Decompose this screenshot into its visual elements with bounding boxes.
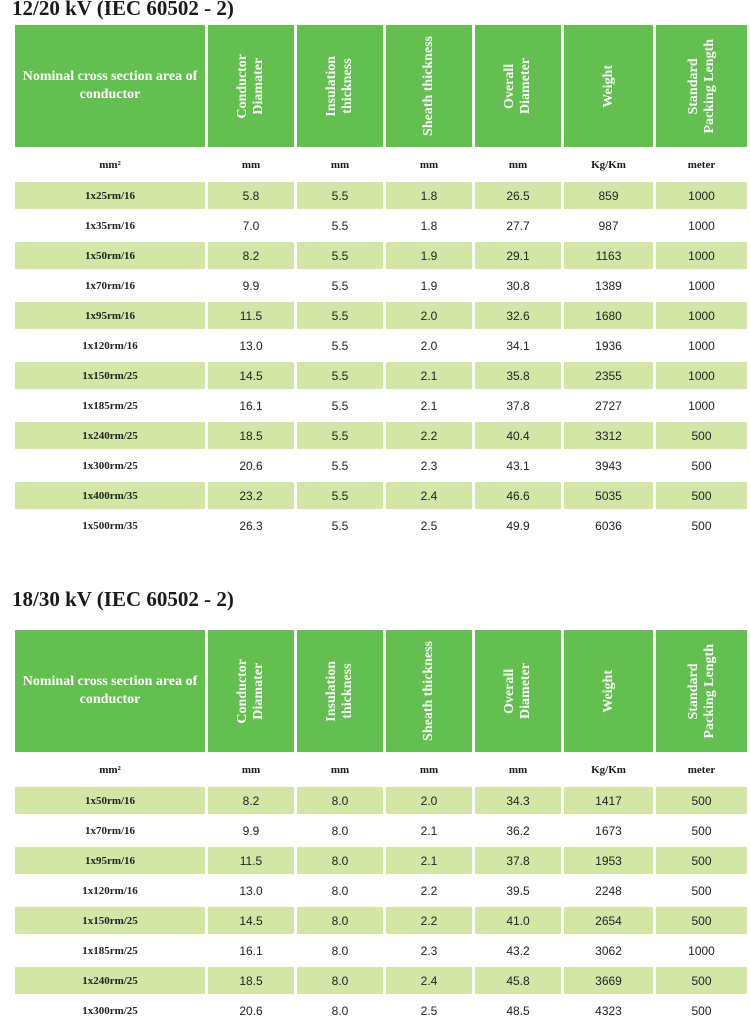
unit-cell: Kg/Km xyxy=(564,755,653,784)
column-header-line: Diamater xyxy=(251,662,266,720)
cross-section-cell: 1x300rm/25 xyxy=(82,1004,138,1017)
value-cell: 3062 xyxy=(595,943,622,958)
column-header-line: Conductor xyxy=(235,53,250,119)
unit-cell: mm xyxy=(208,755,294,784)
value-cell: 32.6 xyxy=(475,302,561,329)
value-cell: 1936 xyxy=(595,338,622,353)
value-cell: 2727 xyxy=(595,398,622,413)
table-row xyxy=(15,272,747,299)
value-cell: 8.0 xyxy=(331,883,349,898)
table-row xyxy=(15,362,747,389)
column-header-line: Insulation xyxy=(324,660,339,722)
value-cell: 1000 xyxy=(688,338,715,353)
value-cell: 8.0 xyxy=(297,907,383,934)
value-cell: 1673 xyxy=(595,823,622,838)
value-cell: 8.0 xyxy=(297,967,383,994)
value-cell: 500 xyxy=(656,482,747,509)
value-cell: 8.0 xyxy=(331,1003,349,1018)
value-cell: 500 xyxy=(691,458,712,473)
value-cell: 6036 xyxy=(595,518,622,533)
column-header xyxy=(656,630,747,752)
table-row xyxy=(15,817,747,844)
value-cell: 2355 xyxy=(564,362,653,389)
value-cell: 500 xyxy=(691,883,712,898)
value-cell: 41.0 xyxy=(475,907,561,934)
cross-section-cell: 1x185rm/25 xyxy=(82,399,138,412)
value-cell: 1000 xyxy=(688,278,715,293)
value-cell: 8.2 xyxy=(208,242,294,269)
unit-cell: Kg/Km xyxy=(564,150,653,179)
column-header-line: Packing Length xyxy=(701,38,717,134)
value-cell: 2.1 xyxy=(420,823,438,838)
value-cell: 14.5 xyxy=(208,362,294,389)
units-row xyxy=(15,755,747,784)
column-header-line: Weight xyxy=(600,669,616,713)
column-header xyxy=(656,25,747,147)
column-header: Nominal cross section area of conductor xyxy=(15,630,205,752)
column-header-line: Insulation xyxy=(324,55,339,117)
value-cell: 859 xyxy=(564,182,653,209)
column-header xyxy=(564,25,653,147)
cross-section-cell: 1x300rm/25 xyxy=(82,459,138,472)
column-header-line: Packing Length xyxy=(701,643,717,739)
table-row xyxy=(15,997,747,1024)
value-cell: 5.5 xyxy=(331,518,349,533)
value-cell: 26.3 xyxy=(239,518,263,533)
value-cell: 1000 xyxy=(688,943,715,958)
cross-section-cell: 1x400rm/35 xyxy=(15,482,205,509)
unit-cell: mm xyxy=(297,755,383,784)
value-cell: 8.0 xyxy=(297,847,383,874)
value-cell: 8.0 xyxy=(331,943,349,958)
value-cell: 2.2 xyxy=(420,883,438,898)
column-header-line: Standard xyxy=(685,662,701,720)
column-header xyxy=(386,630,472,752)
value-cell: 5.5 xyxy=(297,362,383,389)
header-row xyxy=(15,25,747,147)
cross-section-cell: 1x25rm/16 xyxy=(15,182,205,209)
column-header xyxy=(564,630,653,752)
unit-cell: mm xyxy=(386,150,472,179)
value-cell: 16.1 xyxy=(239,943,263,958)
column-header-line: Sheath thickness xyxy=(421,641,436,741)
value-cell: 11.5 xyxy=(208,302,294,329)
cross-section-cell: 1x120rm/16 xyxy=(82,339,138,352)
value-cell: 2.3 xyxy=(420,458,438,473)
value-cell: 2.3 xyxy=(420,943,438,958)
column-header: Nominal cross section area of conductor xyxy=(15,25,205,147)
column-header-label xyxy=(324,56,356,117)
value-cell: 1.8 xyxy=(386,182,472,209)
column-header-label xyxy=(686,39,718,134)
cross-section-cell: 1x50rm/16 xyxy=(15,787,205,814)
value-cell: 2.4 xyxy=(386,482,472,509)
value-cell: 8.0 xyxy=(331,823,349,838)
table-row xyxy=(15,182,747,209)
column-header-line: Overall xyxy=(502,63,517,109)
unit-cell: meter xyxy=(656,755,747,784)
value-cell: 13.0 xyxy=(239,338,263,353)
value-cell: 26.5 xyxy=(475,182,561,209)
units-row xyxy=(15,150,747,179)
value-cell: 13.0 xyxy=(239,883,263,898)
table-row xyxy=(15,242,747,269)
value-cell: 2.1 xyxy=(420,398,438,413)
value-cell: 2248 xyxy=(595,883,622,898)
table-row xyxy=(15,937,747,964)
value-cell: 48.5 xyxy=(506,1003,530,1018)
column-header-line: Diameter xyxy=(518,663,533,719)
value-cell: 5.5 xyxy=(331,338,349,353)
value-cell: 2.1 xyxy=(386,362,472,389)
column-header-label xyxy=(502,58,534,114)
value-cell: 20.6 xyxy=(239,1003,263,1018)
value-cell: 500 xyxy=(656,422,747,449)
value-cell: 37.8 xyxy=(506,398,530,413)
column-header xyxy=(386,25,472,147)
table-row xyxy=(15,452,747,479)
cross-section-cell: 1x240rm/25 xyxy=(15,967,205,994)
value-cell: 29.1 xyxy=(475,242,561,269)
value-cell: 45.8 xyxy=(475,967,561,994)
value-cell: 39.5 xyxy=(506,883,530,898)
value-cell: 40.4 xyxy=(475,422,561,449)
value-cell: 9.9 xyxy=(242,823,260,838)
value-cell: 2.2 xyxy=(386,422,472,449)
value-cell: 500 xyxy=(691,518,712,533)
value-cell: 1389 xyxy=(595,278,622,293)
value-cell: 2654 xyxy=(564,907,653,934)
unit-cell: mm xyxy=(386,755,472,784)
unit-cell: mm xyxy=(208,150,294,179)
value-cell: 5.5 xyxy=(297,182,383,209)
header-row xyxy=(15,630,747,752)
column-header xyxy=(208,630,294,752)
cross-section-cell: 1x95rm/16 xyxy=(15,847,205,874)
cable-spec-table xyxy=(12,22,750,542)
table-row xyxy=(15,212,747,239)
value-cell: 5.5 xyxy=(331,278,349,293)
value-cell: 1417 xyxy=(564,787,653,814)
column-header-line: thickness xyxy=(340,663,355,719)
value-cell: 2.0 xyxy=(420,338,438,353)
value-cell: 2.5 xyxy=(420,518,438,533)
value-cell: 5.5 xyxy=(297,422,383,449)
value-cell: 2.0 xyxy=(386,787,472,814)
column-header-line: Weight xyxy=(600,64,616,108)
value-cell: 987 xyxy=(598,218,619,233)
cross-section-cell: 1x150rm/25 xyxy=(15,362,205,389)
column-header-line: Diamater xyxy=(251,57,266,115)
cross-section-cell: 1x240rm/25 xyxy=(15,422,205,449)
value-cell: 2.1 xyxy=(386,847,472,874)
table-row xyxy=(15,967,747,994)
unit-cell: mm² xyxy=(15,755,205,784)
value-cell: 43.2 xyxy=(506,943,530,958)
value-cell: 11.5 xyxy=(208,847,294,874)
value-cell: 4323 xyxy=(595,1003,622,1018)
cross-section-cell: 1x95rm/16 xyxy=(15,302,205,329)
value-cell: 30.8 xyxy=(506,278,530,293)
value-cell: 5.5 xyxy=(331,218,349,233)
column-header-line: Overall xyxy=(502,668,517,714)
value-cell: 1.9 xyxy=(420,278,438,293)
column-header-label xyxy=(421,641,437,741)
value-cell: 34.1 xyxy=(506,338,530,353)
value-cell: 14.5 xyxy=(208,907,294,934)
value-cell: 5.5 xyxy=(331,458,349,473)
value-cell: 5.5 xyxy=(331,398,349,413)
column-header-line: thickness xyxy=(340,58,355,114)
table-row xyxy=(15,332,747,359)
value-cell: 36.2 xyxy=(506,823,530,838)
column-header-label xyxy=(686,644,718,739)
column-header-line: Sheath thickness xyxy=(421,36,436,136)
unit-cell: meter xyxy=(656,150,747,179)
value-cell: 1163 xyxy=(564,242,653,269)
value-cell: 3312 xyxy=(564,422,653,449)
value-cell: 16.1 xyxy=(239,398,263,413)
unit-cell: mm xyxy=(475,150,561,179)
value-cell: 18.5 xyxy=(208,967,294,994)
table-row xyxy=(15,877,747,904)
value-cell: 1000 xyxy=(688,218,715,233)
value-cell: 9.9 xyxy=(242,278,260,293)
value-cell: 500 xyxy=(691,823,712,838)
value-cell: 500 xyxy=(656,847,747,874)
cross-section-cell: 1x120rm/16 xyxy=(82,884,138,897)
value-cell: 5.5 xyxy=(297,242,383,269)
column-header xyxy=(475,25,561,147)
value-cell: 1000 xyxy=(656,182,747,209)
table-row xyxy=(15,392,747,419)
value-cell: 20.6 xyxy=(239,458,263,473)
cable-spec-table xyxy=(12,627,750,1027)
unit-cell: mm² xyxy=(15,150,205,179)
value-cell: 7.0 xyxy=(242,218,260,233)
value-cell: 5.8 xyxy=(208,182,294,209)
value-cell: 1.8 xyxy=(420,218,438,233)
value-cell: 2.0 xyxy=(386,302,472,329)
column-header xyxy=(297,630,383,752)
value-cell: 8.2 xyxy=(208,787,294,814)
column-header-label xyxy=(601,670,617,713)
value-cell: 8.0 xyxy=(297,787,383,814)
value-cell: 46.6 xyxy=(475,482,561,509)
value-cell: 23.2 xyxy=(208,482,294,509)
value-cell: 500 xyxy=(691,1003,712,1018)
column-header-label xyxy=(235,659,267,724)
cross-section-cell: 1x185rm/25 xyxy=(82,944,138,957)
value-cell: 3669 xyxy=(564,967,653,994)
value-cell: 27.7 xyxy=(506,218,530,233)
column-header-label xyxy=(324,661,356,722)
value-cell: 500 xyxy=(656,787,747,814)
value-cell: 1000 xyxy=(656,362,747,389)
value-cell: 49.9 xyxy=(506,518,530,533)
value-cell: 1680 xyxy=(564,302,653,329)
value-cell: 5035 xyxy=(564,482,653,509)
value-cell: 3943 xyxy=(595,458,622,473)
cross-section-cell: 1x500rm/35 xyxy=(82,519,138,532)
table-row xyxy=(15,512,747,539)
column-header-line: Standard xyxy=(685,57,701,115)
value-cell: 500 xyxy=(656,967,747,994)
value-cell: 5.5 xyxy=(297,302,383,329)
value-cell: 500 xyxy=(656,907,747,934)
table-row xyxy=(15,847,747,874)
cross-section-cell: 1x50rm/16 xyxy=(15,242,205,269)
value-cell: 43.1 xyxy=(506,458,530,473)
cross-section-cell: 1x70rm/16 xyxy=(84,279,136,292)
unit-cell: mm xyxy=(475,755,561,784)
column-header-label xyxy=(601,65,617,108)
cross-section-cell: 1x70rm/16 xyxy=(84,824,136,837)
table-row xyxy=(15,482,747,509)
section-title: 18/30 kV (IEC 60502 - 2) xyxy=(12,587,234,611)
section-title: 12/20 kV (IEC 60502 - 2) xyxy=(12,0,234,20)
column-header-line: Diameter xyxy=(518,58,533,114)
column-header-label xyxy=(235,54,267,119)
value-cell: 35.8 xyxy=(475,362,561,389)
value-cell: 5.5 xyxy=(297,482,383,509)
column-header xyxy=(297,25,383,147)
value-cell: 1.9 xyxy=(386,242,472,269)
value-cell: 34.3 xyxy=(475,787,561,814)
column-header-line: Conductor xyxy=(235,658,250,724)
value-cell: 1953 xyxy=(564,847,653,874)
value-cell: 37.8 xyxy=(475,847,561,874)
value-cell: 2.5 xyxy=(420,1003,438,1018)
table-row xyxy=(15,422,747,449)
value-cell: 2.2 xyxy=(386,907,472,934)
table-row xyxy=(15,907,747,934)
column-header xyxy=(208,25,294,147)
cross-section-cell: 1x150rm/25 xyxy=(15,907,205,934)
table-row xyxy=(15,787,747,814)
column-header xyxy=(475,630,561,752)
value-cell: 2.4 xyxy=(386,967,472,994)
cross-section-cell: 1x35rm/16 xyxy=(84,219,136,232)
value-cell: 18.5 xyxy=(208,422,294,449)
unit-cell: mm xyxy=(297,150,383,179)
value-cell: 1000 xyxy=(656,242,747,269)
value-cell: 1000 xyxy=(688,398,715,413)
table-row xyxy=(15,302,747,329)
column-header-label xyxy=(502,663,534,719)
value-cell: 1000 xyxy=(656,302,747,329)
column-header-label xyxy=(421,36,437,136)
